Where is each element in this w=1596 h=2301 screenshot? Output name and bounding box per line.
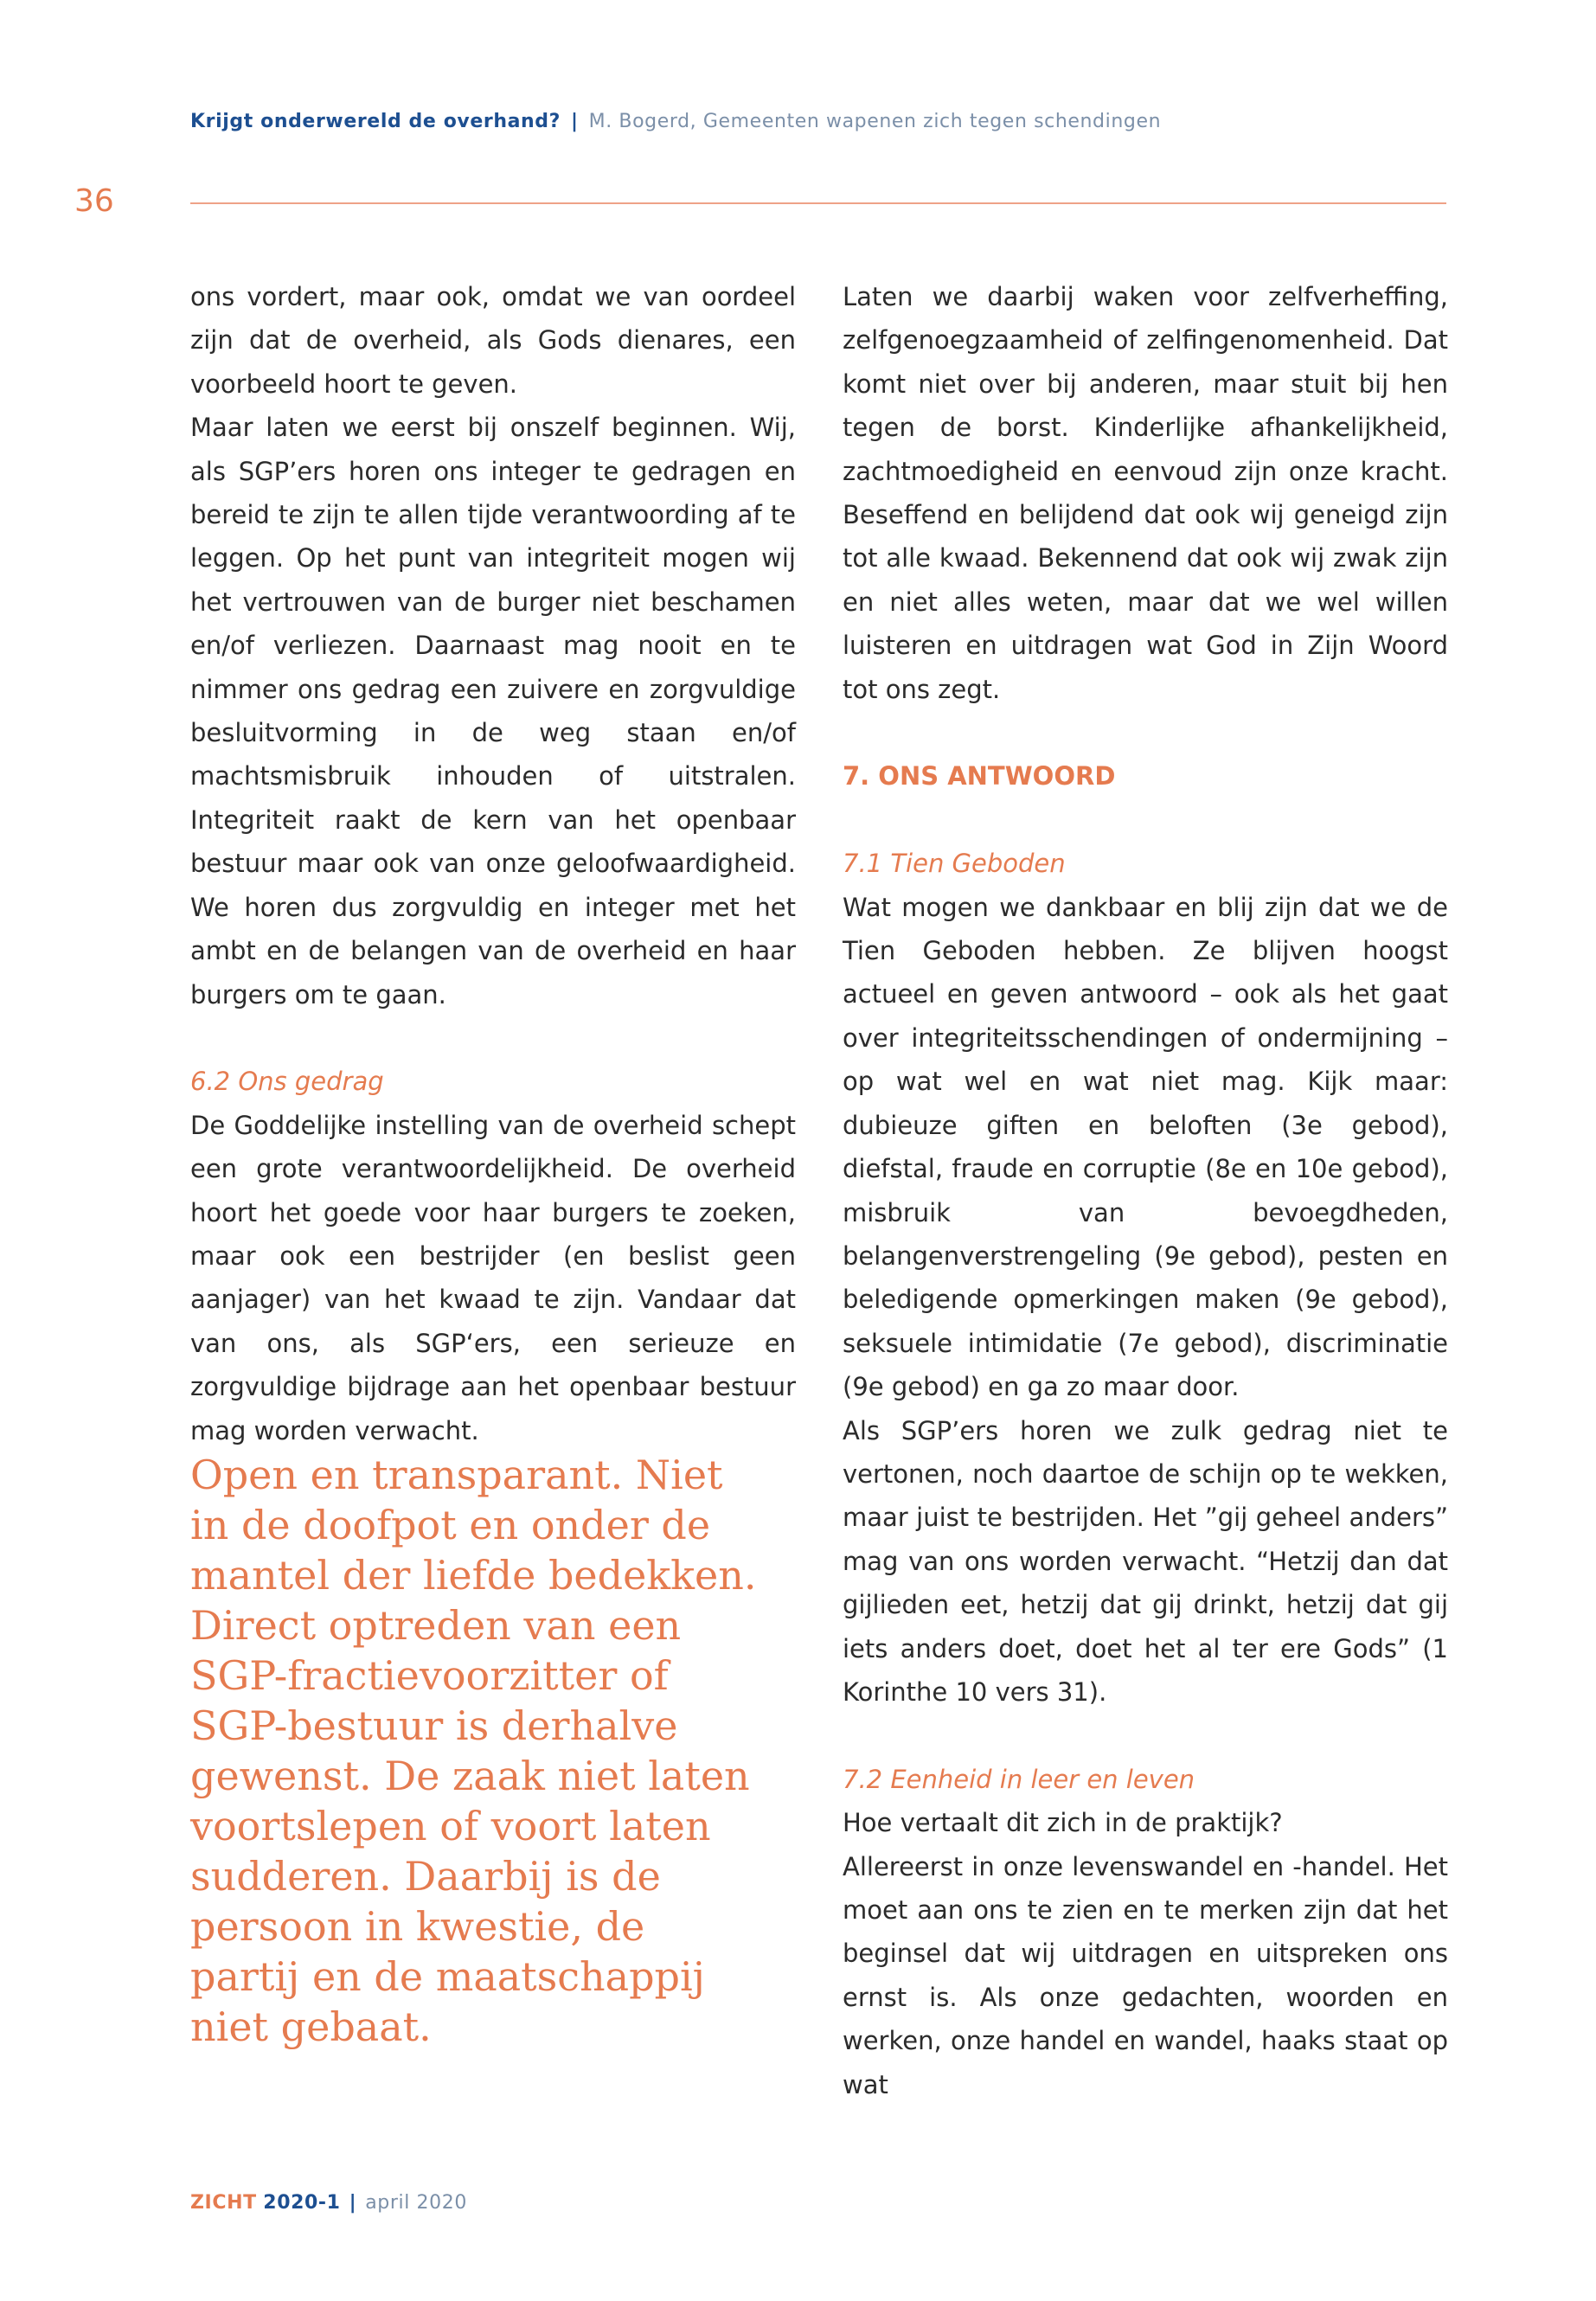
- running-head-title: Krijgt onderwereld de overhand?: [190, 111, 561, 132]
- pull-quote-line: gewenst. De zaak niet laten: [190, 1753, 750, 1799]
- left-column: [190, 275, 796, 1452]
- left-paragraph-2: Maar laten we eerst bij onszelf beginnen. Wij, als SGP’ers horen ons integer te gedragen en bereid te zijn te allen tijde verantwoording af te leggen. Op het punt van integriteit mogen wij het vertrouwen van de burger niet beschamen en/of verliezen. Daarnaast mag nooit en te nimmer ons gedrag een zuivere en zorgvuldige besluitvorming in de weg staan en/of machtsmisbruik inhouden of uitstralen. Integriteit raakt de kern van het openbaar bestuur maar ook van onze geloofwaardigheid. We horen dus zorgvuldig en integer met het ambt en de belangen van de overheid en haar burgers om te gaan.: [190, 413, 796, 1009]
- pull-quote-line: mantel der liefde bedekken.: [190, 1552, 757, 1599]
- running-head: [190, 111, 1161, 132]
- pull-quote: [190, 1450, 796, 2052]
- footer-separator: |: [349, 2192, 357, 2214]
- left-paragraph-3: De Goddelijke instelling van de overheid schept een grote verantwoordelijkheid. De overheid hoort het goede voor haar burgers te zoeken, maar ook een bestrijder (en beslist geen aanjager) van het kwaad te zijn. Vandaar dat van ons, als SGP‘ers, een serieuze en zorgvuldige bijdrage aan het openbaar bestuur mag worden verwacht.: [190, 1110, 796, 1445]
- right-column: [843, 275, 1448, 2106]
- right-paragraph-4: Hoe vertaalt dit zich in de praktijk?: [843, 1808, 1283, 1838]
- footer-issue: 2020-1: [263, 2192, 341, 2214]
- right-paragraph-2: Wat mogen we dankbaar en blij zijn dat we de Tien Geboden hebben. Ze blijven hoogst actueel en geven antwoord – ook als het gaat over integriteitsschendingen of ondermijning – op wat wel en wat niet mag. Kijk maar: dubieuze giften en beloften (3e gebod), diefstal, fraude en corruptie (8e en 10e gebod), misbruik van bevoegdheden, belangenverstrengeling (9e gebod), pesten en beledigende opmerkingen maken (9e gebod), seksuele intimidatie (7e gebod), discriminatie (9e gebod) en ga zo maar door.: [843, 892, 1448, 1402]
- right-paragraph-3: Als SGP’ers horen we zulk gedrag niet te vertonen, noch daartoe de schijn op te wekken, maar juist te bestrijden. Het ”gij geheel anders” mag van ons worden verwacht. “Hetzij dan dat gijlieden eet, hetzij dat gij drinkt, hetzij dat gij iets anders doet, doet het al ter ere Gods” (1 Korinthe 10 vers 31).: [843, 1415, 1448, 1707]
- subheading-6-2: 6.2 Ons gedrag: [190, 1067, 384, 1097]
- subheading-7-1: 7.1 Tien Geboden: [843, 849, 1066, 879]
- footer-date: april 2020: [365, 2192, 467, 2214]
- pull-quote-line: sudderen. Daarbij is de: [190, 1853, 661, 1900]
- pull-quote-line: SGP-fractievoorzitter of: [190, 1652, 669, 1699]
- running-head-separator: |: [571, 111, 579, 132]
- pull-quote-line: persoon in kwestie, de: [190, 1903, 645, 1950]
- right-paragraph-5: Allereerst in onze levenswandel en -handel. Het moet aan ons te zien en te merken zijn dat het beginsel dat wij uitdragen en uitspreken ons ernst is. Als onze gedachten, woorden en werken, onze handel en wandel, haaks staat op wat: [843, 1851, 1448, 2099]
- subheading-7-2: 7.2 Eenheid in leer en leven: [843, 1764, 1195, 1794]
- footer: [190, 2192, 467, 2214]
- pull-quote-line: voortslepen of voort laten: [190, 1803, 711, 1849]
- pull-quote-line: SGP-bestuur is derhalve: [190, 1702, 678, 1749]
- header-rule: [190, 202, 1446, 204]
- pull-quote-line: partij en de maatschappij: [190, 1953, 705, 2000]
- pull-quote-line: Open en transparant. Niet: [190, 1452, 723, 1498]
- pull-quote-line: Direct optreden van een: [190, 1602, 682, 1649]
- pull-quote-line: niet gebaat.: [190, 2003, 432, 2050]
- pull-quote-line: in de doofpot en onder de: [190, 1502, 711, 1548]
- right-paragraph-1: Laten we daarbij waken voor zelfverheffing, zelfgenoegzaamheid of zelfingenomenheid. Dat komt niet over bij anderen, maar stuit bij hen tegen de borst. Kinderlijke afhankelijkheid, zachtmoedigheid en eenvoud zijn onze kracht. Beseffend en belijdend dat ook wij geneigd zijn tot alle kwaad. Bekennend dat ook wij zwak zijn en niet alles weten, maar dat we wel willen luisteren en uitdragen wat God in Zijn Woord tot ons zegt.: [843, 282, 1448, 704]
- section-heading-7: 7. ONS ANTWOORD: [843, 761, 1116, 792]
- running-head-subtitle: M. Bogerd, Gemeenten wapenen zich tegen schendingen: [588, 111, 1162, 132]
- left-paragraph-1: ons vordert, maar ook, omdat we van oordeel zijn dat de overheid, als Gods dienares, een voorbeeld hoort te geven.: [190, 282, 796, 399]
- footer-brand: ZICHT: [190, 2192, 257, 2214]
- page-number: 36: [74, 183, 114, 219]
